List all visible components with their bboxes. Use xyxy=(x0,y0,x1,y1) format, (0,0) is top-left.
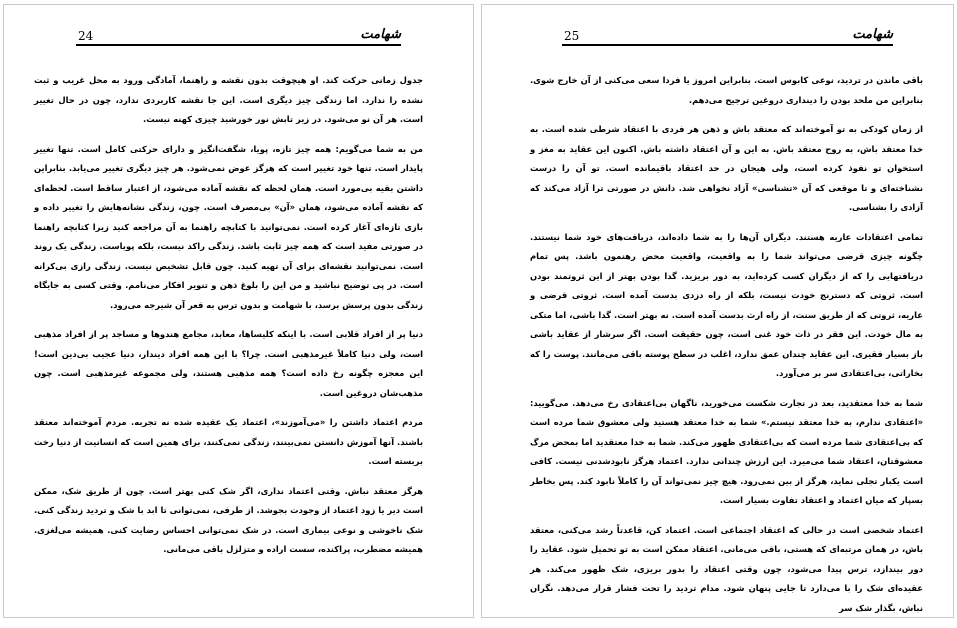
page-header xyxy=(562,29,893,49)
header-rule xyxy=(76,44,401,46)
running-title: شهامت xyxy=(360,27,401,42)
paragraph: از زمان کودکی به تو آموخته‌اند که معتقد باش و ذهن هر فردی با اعتقاد شرطی شده است. به خدا معتقد باش، به روح معتقد باش. به این و آن اعتقاد داشته باش. اکنون این عقاید به مغز و استخوان تو نفوذ کرده است، ولی هیجان در حد اعتقاد باقیمانده است. تو آن را درست نشناخته‌ای و تا موقعی که آن «تشناسی» آزاد نخواهی شد. دانش در صورتی ترا آزاد می‌کند که آزادی را بشناسی. xyxy=(530,124,923,212)
paragraph: تمامی اعتقادات عاریه هستند. دیگران آن‌ها را به شما داده‌اند، دریافت‌های خود شما نیستند. چگونه چیزی قرضی می‌تواند شما را به واقعیت، واقعیت محض رهنمون باشد. پس تمام دریافتهایی را که از دیگران کسب کرده‌اید، به دور بریزید. گدا بودن بهتر از این ثروتمند بودن است. ثروتی که دسترنج خودت نیست، بلکه از راه دزدی بدست آمده است. ثروتی قرضی و عاریه، ثروتی که از طریق سنت، از راه ارث بدست آمده است. نه بهتر است. گدا باشی، اما متکی به مال خودت. این فقر در ذات خود غنی است، چون حقیقت است. اگر سرشار از عقاید باشی باز بسیار فقیری. این عقاید چندان عمق ندارد، اغلب در سطح پوسته باقی می‌مانند. پوست را که بخاراتی، بی‌اعتقادی سر بر می‌آورد. xyxy=(530,231,923,378)
paragraph: شما به خدا معتقدید، بعد در تجارت شکست می‌خورید، ناگهان بی‌اعتقادی رخ می‌دهد. می‌گویید: «اعتقادی ندارم، به خدا معتقد نیستم.» شما به خدا معتقد هستید ولی معشوق شما مرده است که بی‌اعتقادی شما مرده است که بی‌اعتقادی ظهور می‌کند. شما به خدا معتقدید اما بمحض مرگ معشوقتان، اعتقاد شما می‌میرد. این ارزش چندانی ندارد. اعتماد هرگز نابودشدنی نیست. کافی است یکبار تجلی نماید، هرگز از بین نمی‌رود. هیچ چیز نمی‌تواند آن را کاملاً نابود کند. پس بخاطر بسپار که میان اعتماد و اعتقاد تفاوت بسیار است. xyxy=(530,397,923,505)
paragraph: هرگز معتقد نباش. وقتی اعتماد نداری، اگر شک کنی بهتر است. چون از طریق شک، ممکن است دیر یا زود اعتماد از وجودت بجوشد. از طرفی، نمی‌توانی تا ابد با شک و تردید زندگی کنی. شک ناخوشی و نوعی بیماری است. در شک نمی‌توانی احساس رضایت کنی. همیشه می‌لغزی. همیشه مضطرب، پراکنده، سست اراده و متزلزل باقی می‌مانی. xyxy=(34,485,423,554)
left-page xyxy=(3,4,474,618)
paragraph: اعتماد شخصی است در حالی که اعتقاد اجتماعی است. اعتماد کن، قاعدتاً رشد می‌کنی، معتقد باش، در همان مرتبه‌ای که هستی، باقی می‌مانی. اعتقاد ممکن است به تو تحمیل شود. عقاید را دور بیندازد، ترس پیدا می‌شود، چون وقتی اعتقاد را بدور بریزی، شک ظهور می‌کند. هر عقیده‌ای شک را با می‌دارد تا جایی پنهان شود. مدام تردید را تحت فشار قرار می‌دهد. نگران نباش، بگذار شک سر xyxy=(530,524,923,613)
running-title: شهامت xyxy=(852,27,893,42)
paragraph: باقی ماندن در تردید، نوعی کابوس است. بنابراین امروز یا فردا سعی می‌کنی از آن خارج شوی. بنابراین من ملحد بودن را دینداری دروغین ترجیح می‌دهم. xyxy=(530,75,923,105)
paragraph: جدول زمانی حرکت کند. او هیچوقت بدون نقشه و راهنما، آمادگی ورود به محل غریب و ثبت نشده را ندارد. اما زندگی چیز دیگری است. این جا نقشه کاربردی ندارد، چون در حال تغییر است. هر آن نو می‌شود. در زیر تابش نور خورشید چیزی کهنه نیست. xyxy=(34,75,423,124)
right-page xyxy=(481,4,954,618)
page-number: 25 xyxy=(564,29,580,43)
page-number: 24 xyxy=(78,29,94,43)
paragraph: مردم اعتماد داشتن را «می‌آموزند»، اعتماد یک عقیده شده نه تجربه. مردم آموخته‌اند معتقد باشند. آنها آموزش دانستن نمی‌بینند، زندگی نمی‌کنند، برای همین است که انسانیت از دنیا رخت بربسته است. xyxy=(34,417,423,466)
page-body xyxy=(530,71,923,628)
page-header xyxy=(76,29,401,49)
page-body xyxy=(34,71,423,570)
paragraph: من به شما می‌گویم: همه چیز تازه، پویا، شگفت‌انگیز و دارای حرکتی کامل است. تنها تغییر پایدار است. تنها خود تغییر است که هرگز عوض نمی‌شود. هر چیز دیگری تغییر می‌یابد. بنابراین داشتن بقیه بی‌مورد است. همان لحظه که نقشه آماده می‌شود، از اعتبار ساقط است. لحظه‌ای که نقشه آماده می‌شود، همان «آن» بی‌مصرف است. چون، زندگی نشانه‌هایش را تغییر داده و بازی تازه‌ای آغاز کرده است. نمی‌توانید با کتابچه راهنما به آن مراجعه کنید زیرا کتابچه راهنما در صورتی مفید است که همه چیز ثابت باشد. زندگی راکد نیست، بلکه پویاست. زندگی یک روند است. نمی‌توانید نقشه‌ای برای آن تهیه کنید. چون قابل تشخیص نیست. زندگی رازی بی‌کرانه است. در پی توضیح نباشید و من این را بلوغ ذهن و تنویر افکار می‌نامم. وقتی کسی به جایگاه زندگی بدون پرسش برسد، با شهامت و بدون ترس به قعر آن شیرجه می‌رود. xyxy=(34,143,423,310)
paragraph: دنیا پر از افراد قلابی است. با اینکه کلیساها، معابد، مجامع هندوها و مساجد پر از افراد مذهبی است، ولی دنیا کاملاً غیرمذهبی است. چرا؟ با این همه افراد دیندار، دنیا عجیب بی‌دین است! این معجزه چگونه رخ داده است؟ همه مذهبی هستند، ولی مجموعه غیرمذهبی است. چون مذهب‌شان دروغین است. xyxy=(34,329,423,398)
header-rule xyxy=(562,44,893,46)
